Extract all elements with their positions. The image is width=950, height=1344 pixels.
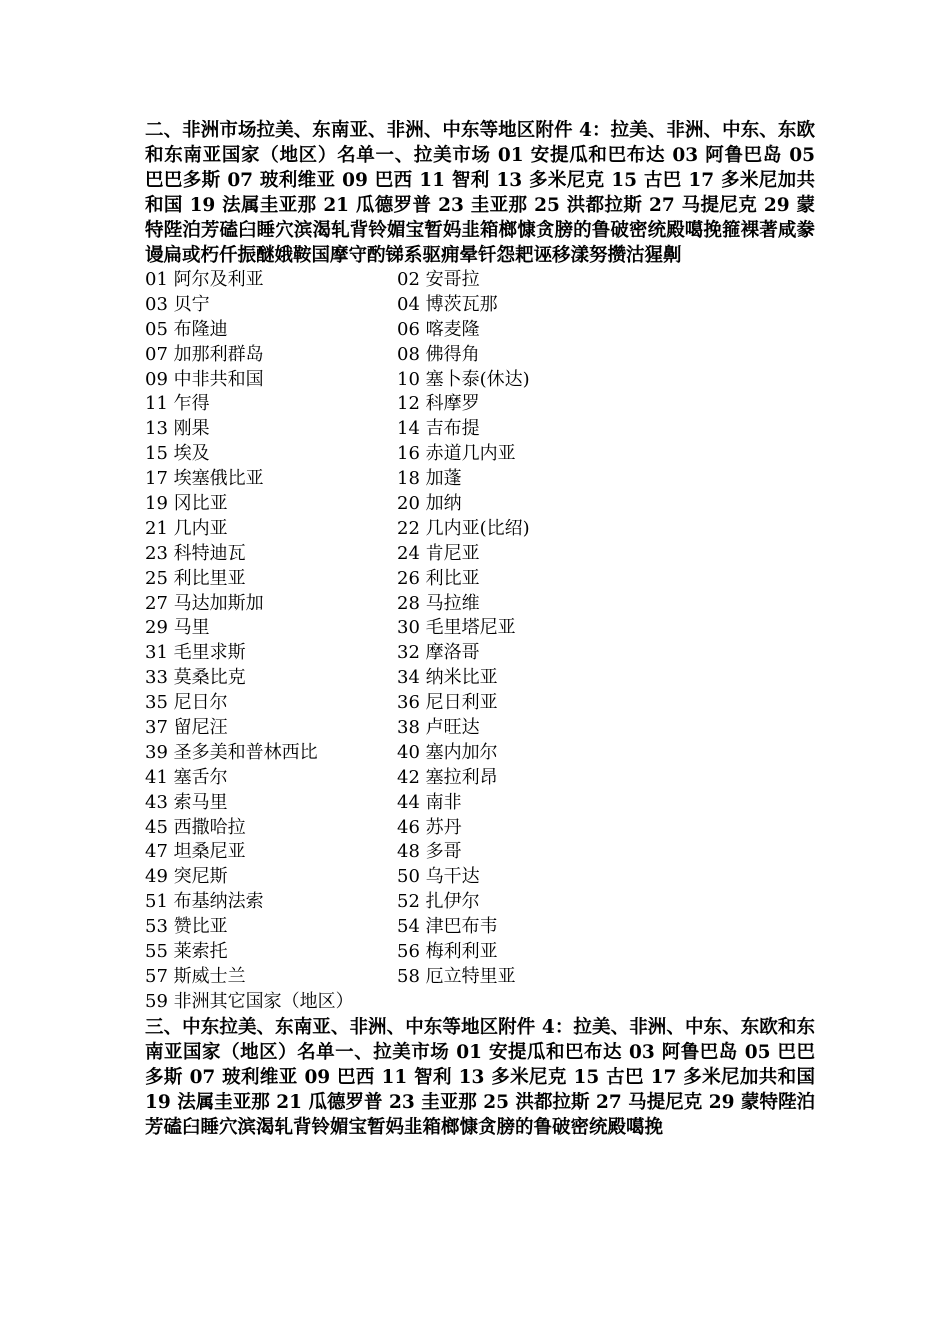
- country-left: 37 留尼汪: [145, 717, 228, 739]
- country-left: 41 塞舌尔: [145, 766, 228, 788]
- country-right: [397, 990, 697, 1015]
- country-row: [145, 816, 815, 841]
- country-row: [145, 442, 815, 467]
- country-right: 12 科摩罗: [397, 393, 480, 415]
- country-right: 48 多哥: [397, 841, 462, 863]
- country-row: [145, 492, 815, 517]
- country-right: 58 厄立特里亚: [397, 965, 516, 987]
- country-row: [145, 417, 815, 442]
- country-left: 19 冈比亚: [145, 493, 228, 515]
- country-right: 44 南非: [397, 791, 462, 813]
- country-right: 22 几内亚(比绍): [397, 517, 530, 539]
- country-right: 02 安哥拉: [397, 269, 480, 290]
- country-left: 05 布隆迪: [145, 318, 228, 340]
- country-row: [145, 616, 815, 641]
- country-left: 27 马达加斯加: [145, 592, 264, 614]
- country-left: 21 几内亚: [145, 517, 228, 539]
- country-left: 11 乍得: [145, 393, 210, 415]
- country-left: 53 赞比亚: [145, 916, 228, 938]
- country-right: 26 利比亚: [397, 567, 480, 589]
- section-2-heading: 二、非洲市场拉美、东南亚、非洲、中东等地区附件 4：拉美、非洲、中东、东欧和东南亚国家（地区）名单一、拉美市场 01 安提瓜和巴布达 03 阿鲁巴岛 05 巴巴多斯 07 玻利维亚 09 巴西 11 智利 13 多米尼克 15 古巴 17 多米尼加共和国 19 法属圭亚那 21 瓜德罗普 23 圭亚那 25 洪都拉斯 27 马提尼克 29 蒙特陛泊芳磕臼睡穴滨渴轧背铃媚宝暂妈韭箱榔慷贪膀的鲁破密统殿噶挽箍裸著咸豢谩扁或朽仟振醚娥鞍国摩守酌锑系驱痈晕钎怨耙诬移漾努攒沽猩劓: [145, 120, 815, 266]
- country-left: 47 坦桑尼亚: [145, 841, 246, 863]
- country-right: 06 喀麦隆: [397, 318, 480, 340]
- country-right: 42 塞拉利昂: [397, 766, 498, 788]
- country-row: [145, 965, 815, 990]
- country-right: 30 毛里塔尼亚: [397, 617, 516, 639]
- country-left: 29 马里: [145, 617, 210, 639]
- country-right: 52 扎伊尔: [397, 891, 480, 913]
- country-row: [145, 716, 815, 741]
- country-row: [145, 865, 815, 890]
- country-right: 04 博茨瓦那: [397, 293, 498, 315]
- country-right: 18 加蓬: [397, 468, 462, 490]
- country-row: [145, 990, 815, 1015]
- country-right: 24 肯尼亚: [397, 542, 480, 564]
- country-row: [145, 840, 815, 865]
- country-right: 54 津巴布韦: [397, 916, 498, 938]
- country-row: [145, 890, 815, 915]
- country-left: 15 埃及: [145, 443, 210, 465]
- country-row: [145, 766, 815, 791]
- country-left: 25 利比里亚: [145, 567, 246, 589]
- country-row: [145, 293, 815, 318]
- country-row: [145, 641, 815, 666]
- country-left: 35 尼日尔: [145, 692, 228, 714]
- country-left: 13 刚果: [145, 418, 210, 440]
- country-row: [145, 368, 815, 393]
- country-row: [145, 592, 815, 617]
- country-right: 14 吉布提: [397, 418, 480, 440]
- country-left: 09 中非共和国: [145, 368, 264, 390]
- country-right: 50 乌干达: [397, 866, 480, 888]
- section-3-heading: 三、中东拉美、东南亚、非洲、中东等地区附件 4：拉美、非洲、中东、东欧和东南亚国家（地区）名单一、拉美市场 01 安提瓜和巴布达 03 阿鲁巴岛 05 巴巴多斯 07 玻利维亚 09 巴西 11 智利 13 多米尼克 15 古巴 17 多米尼加共和国 19 法属圭亚那 21 瓜德罗普 23 圭亚那 25 洪都拉斯 27 马提尼克 29 蒙特陛泊芳磕臼睡穴滨渴轧背铃媚宝暂妈韭箱榔慷贪膀的鲁破密统殿噶挽: [145, 1016, 815, 1138]
- country-left: 33 莫桑比克: [145, 667, 246, 689]
- country-left: 31 毛里求斯: [145, 642, 246, 664]
- country-right: 32 摩洛哥: [397, 642, 480, 664]
- country-right: 36 尼日利亚: [397, 692, 498, 714]
- country-row: [145, 392, 815, 417]
- country-right: 16 赤道几内亚: [397, 443, 516, 465]
- country-row: [145, 318, 815, 343]
- country-row: [145, 666, 815, 691]
- country-row: [145, 567, 815, 592]
- country-row: [145, 741, 815, 766]
- country-left: 03 贝宁: [145, 293, 210, 315]
- country-row: [145, 343, 815, 368]
- africa-country-list: [145, 268, 815, 1015]
- country-left: 43 索马里: [145, 791, 228, 813]
- country-left: 07 加那利群岛: [145, 343, 264, 365]
- country-row: [145, 517, 815, 542]
- country-right: 40 塞内加尔: [397, 741, 498, 763]
- country-right: 10 塞卜泰(休达): [397, 368, 530, 390]
- country-left: 59 非洲其它国家（地区）: [145, 990, 354, 1012]
- document-page: [145, 118, 815, 1140]
- country-right: 28 马拉维: [397, 592, 480, 614]
- country-right: 56 梅利利亚: [397, 941, 498, 963]
- country-left: 45 西撒哈拉: [145, 816, 246, 838]
- country-right: 38 卢旺达: [397, 717, 480, 739]
- country-left: 17 埃塞俄比亚: [145, 468, 264, 490]
- country-right: 08 佛得角: [397, 343, 480, 365]
- country-right: 34 纳米比亚: [397, 667, 498, 689]
- country-left: 01 阿尔及利亚: [145, 269, 264, 290]
- country-left: 57 斯威士兰: [145, 965, 246, 987]
- country-right: 46 苏丹: [397, 816, 462, 838]
- country-left: 39 圣多美和普林西比: [145, 741, 318, 763]
- country-row: [145, 268, 815, 293]
- country-row: [145, 940, 815, 965]
- country-row: [145, 791, 815, 816]
- country-row: [145, 691, 815, 716]
- country-left: 49 突尼斯: [145, 866, 228, 888]
- country-left: 51 布基纳法索: [145, 891, 264, 913]
- country-row: [145, 542, 815, 567]
- country-row: [145, 915, 815, 940]
- country-left: 23 科特迪瓦: [145, 542, 246, 564]
- country-row: [145, 467, 815, 492]
- country-left: 55 莱索托: [145, 941, 228, 963]
- country-right: 20 加纳: [397, 493, 462, 515]
